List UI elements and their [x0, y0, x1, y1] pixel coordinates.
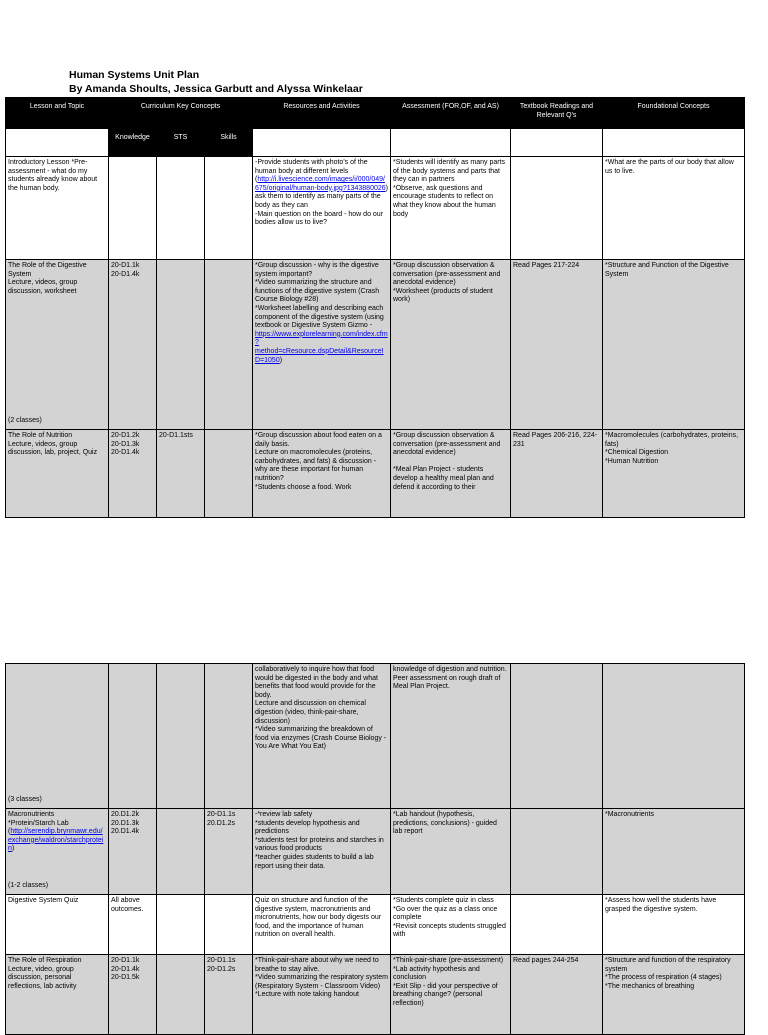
- header-sts: STS: [157, 129, 205, 157]
- sts-cell: [157, 157, 205, 260]
- page-subtitle: By Amanda Shoults, Jessica Garbutt and Alyssa Winkelaar: [69, 83, 363, 95]
- lesson-cell: The Role of Respiration Lecture, video, group discussion, personal reflections, lab activity: [6, 955, 109, 1035]
- knowledge-cell: All above outcomes.: [109, 895, 157, 955]
- table-row: [6, 157, 745, 260]
- lesson-duration: (1-2 classes): [8, 882, 49, 890]
- textbook-cell: Read pages 244-254: [511, 955, 603, 1035]
- textbook-cell: [511, 157, 603, 260]
- foundational-cell: *Assess how well the students have grasped the digestive system.: [603, 895, 745, 955]
- textbook-cell: Read Pages 217-224: [511, 260, 603, 430]
- header-resources: Resources and Activities: [253, 98, 391, 129]
- assessment-cell: knowledge of digestion and nutrition. Peer assessment on rough draft of Meal Plan Project.: [391, 664, 511, 809]
- skills-cell: [205, 260, 253, 430]
- knowledge-cell: 20-D1.2k 20-D1.3k 20-D1.4k: [109, 430, 157, 518]
- header-knowledge: Knowledge: [109, 129, 157, 157]
- assessment-cell: *Think-pair-share (pre-assessment) *Lab activity hypothesis and conclusion *Exit Slip - did your perspective of breathing change? (personal reflection): [391, 955, 511, 1035]
- header-assessment: Assessment (FOR,OF, and AS): [391, 98, 511, 129]
- foundational-cell: *Macromolecules (carbohydrates, proteins, fats) *Chemical Digestion *Human Nutrition: [603, 430, 745, 518]
- resources-cell: *Group discussion - why is the digestive system important? *Video summarizing the structure and functions of the digestive system (Crash Course Biology #28) *Worksheet labelling and describing each component of the digestive system (using textbook or Digestive System Gizmo - https://www.explorelearning.com/index.cfm?method=cResource.dspDetail&ResourceID=1050): [253, 260, 391, 430]
- unit-plan-table-page2: [5, 663, 745, 1035]
- lesson-cell: Introductory Lesson *Pre-assessment - what do my students already know about the human body.: [8, 159, 98, 192]
- resources-cell: collaboratively to inquire how that food would be digested in the body and what benefits that food would provide for the body. Lecture and discussion on chemical digestion (video, think-pair-share, discussion) *Video summarizing the breakdown of food via enzymes (Crash Course Biology - You Are What You Eat): [253, 664, 391, 809]
- assessment-cell: *Group discussion observation & conversation (pre-assessment and anecdotal evidence) *Meal Plan Project - students develop a healthy meal plan and defend it according to their: [391, 430, 511, 518]
- resource-link[interactable]: https://www.explorelearning.com/index.cfm?method=cResource.dspDetail&ResourceID=1050: [255, 330, 388, 364]
- knowledge-cell: 20-D1.1k 20-D1.4k: [109, 260, 157, 430]
- lesson-cell: The Role of Nutrition Lecture, videos, group discussion, lab, project, Quiz: [8, 432, 98, 457]
- assessment-cell: *Group discussion observation & conversation (pre-assessment and anecdotal evidence) *Worksheet (products of student work): [391, 260, 511, 430]
- lab-link[interactable]: http://serendip.brynmawr.edu/exchange/waldron/starchprotein: [8, 828, 104, 853]
- header-lesson: Lesson and Topic: [6, 98, 109, 129]
- resources-cell: -Provide students with photo's of the human body at different levels (http://i.livescience.com/images/i/000/049/675/original/human-body.jpg?1343880026) ask them to identify as many parts of the body as they can -Main question on the board - how do our bodies allow us to live?: [253, 157, 391, 260]
- skills-cell: 20-D1.1s 20-D1.2s: [205, 955, 253, 1035]
- foundational-cell: *Structure and Function of the Digestive System: [603, 260, 745, 430]
- textbook-cell: Read Pages 206-216, 224-231: [511, 430, 603, 518]
- resource-link[interactable]: http://i.livescience.com/images/i/000/049/675/original/human-body.jpg?1343880026: [255, 176, 386, 192]
- textbook-cell: [511, 895, 603, 955]
- knowledge-cell: 20.D1.2k 20.D1.3k 20.D1.4k: [109, 809, 157, 895]
- foundational-cell: *Macronutrients: [603, 809, 745, 895]
- sts-cell: [157, 955, 205, 1035]
- header-foundational: Foundational Concepts: [603, 98, 745, 129]
- knowledge-cell: 20-D1.1k 20-D1.4k 20-D1.5k: [109, 955, 157, 1035]
- resources-cell: *Group discussion about food eaten on a daily basis. Lecture on macromolecules (proteins, carbohydrates, and fats) & discussion - why are these important for human nutrition? *Students choose a food. Work: [253, 430, 391, 518]
- table-row: [6, 955, 745, 1035]
- resources-cell: Quiz on structure and function of the digestive system, macronutrients and micronutrients, how our body digests our food, and the importance of human nutrition on overall health.: [253, 895, 391, 955]
- sts-cell: [157, 895, 205, 955]
- table-row: [6, 430, 745, 518]
- header-curriculum: Curriculum Key Concepts: [109, 98, 253, 129]
- resources-cell: -*review lab safety *students develop hypothesis and predictions *students test for proteins and starches in various food products *teacher guides students to build a lab report using their data.: [253, 809, 391, 895]
- skills-cell: [205, 430, 253, 518]
- assessment-cell: *Students will identify as many parts of the body systems and parts that they can in partners *Observe, ask questions and encourage students to reflect on what they know about the human body: [391, 157, 511, 260]
- skills-cell: [205, 157, 253, 260]
- skills-cell: [205, 895, 253, 955]
- skills-cell: 20-D1.1s 20.D1.2s: [205, 809, 253, 895]
- sts-cell: [157, 260, 205, 430]
- table-row: [6, 809, 745, 895]
- sts-cell: [157, 809, 205, 895]
- assessment-cell: *Lab handout (hypothesis, predictions, conclusions) - guided lab report: [391, 809, 511, 895]
- foundational-cell: *What are the parts of our body that allow us to live.: [603, 157, 745, 260]
- knowledge-cell: [109, 157, 157, 260]
- foundational-cell: *Structure and function of the respiratory system *The process of respiration (4 stages) *The mechanics of breathing: [603, 955, 745, 1035]
- table-row: [6, 895, 745, 955]
- sts-cell: 20-D1.1sts: [157, 430, 205, 518]
- assessment-cell: *Students complete quiz in class *Go over the quiz as a class once complete *Revisit concepts students struggled with: [391, 895, 511, 955]
- table-row: [6, 664, 745, 809]
- table-row: [6, 260, 745, 430]
- textbook-cell: [511, 809, 603, 895]
- header-textbook: Textbook Readings and Relevant Q's: [511, 98, 603, 129]
- lesson-duration: (2 classes): [8, 417, 42, 425]
- unit-plan-table-page1: [5, 97, 745, 518]
- header-skills: Skills: [205, 129, 253, 157]
- page-title: Human Systems Unit Plan: [69, 69, 200, 81]
- lesson-cell: Macronutrients *Protein/Starch Lab (http://serendip.brynmawr.edu/exchange/waldron/starchprotein): [8, 811, 104, 853]
- lesson-cell: The Role of the Digestive System Lecture, videos, group discussion, worksheet: [8, 262, 87, 295]
- lesson-duration: (3 classes): [8, 796, 42, 804]
- resources-cell: *Think-pair-share about why we need to breathe to stay alive. *Video summarizing the respiratory system (Respiratory System - Classroom Video) *Lecture with note taking handout: [253, 955, 391, 1035]
- lesson-cell: Digestive System Quiz: [6, 895, 109, 955]
